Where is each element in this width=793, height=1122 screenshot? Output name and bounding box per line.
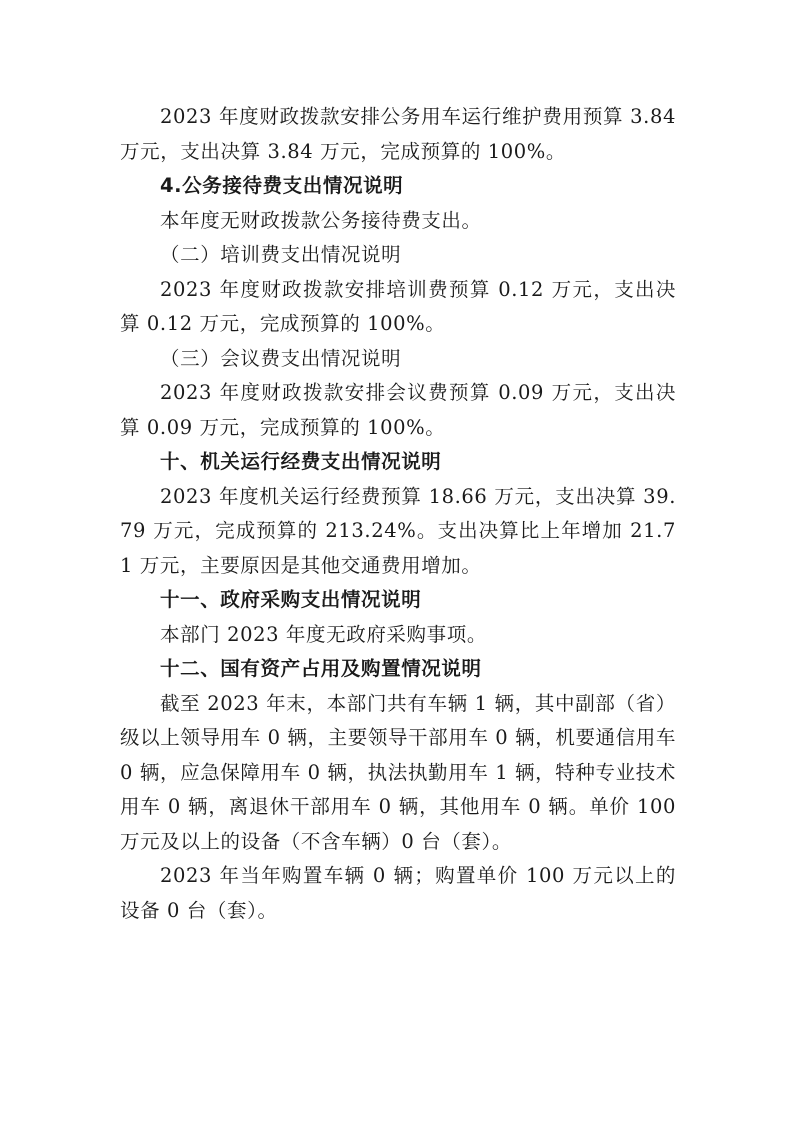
document-page [120,100,676,928]
paragraph-vehicles-held: 截至 2023 年末，本部门共有车辆 1 辆，其中副部（省）级以上领导用车 0 辆，主要领导干部用车 0 辆，机要通信用车 0 辆，应急保障用车 0 辆，执法执勤用车 1 辆，特种专业技术用车 0 辆，离退休干部用车 0 辆，其他用车 0 辆。单价 100 万元及以上的设备（不含车辆）0 台（套）。 [120,691,676,853]
heading-meeting-expense: （三）会议费支出情况说明 [160,346,402,370]
paragraph-operating-expense: 2023 年度机关运行经费预算 18.66 万元，支出决算 39.79 万元，完成预算的 213.24%。支出决算比上年增加 21.71 万元，主要原因是其他交通费用增加。 [120,484,676,577]
paragraph-meeting-expense: 2023 年度财政拨款安排会议费预算 0.09 万元，支出决算 0.09 万元，完成预算的 100%。 [120,381,676,439]
paragraph-reception-expense: 本年度无财政拨款公务接待费支出。 [160,208,482,232]
paragraph-procurement: 本部门 2023 年度无政府采购事项。 [160,622,487,646]
heading-procurement: 十一、政府采购支出情况说明 [160,588,422,611]
paragraph-training-expense: 2023 年度财政拨款安排培训费预算 0.12 万元，支出决算 0.12 万元，完成预算的 100%。 [120,277,676,335]
heading-training-expense: （二）培训费支出情况说明 [160,243,402,266]
paragraph-vehicle-maintenance: 2023 年度财政拨款安排公务用车运行维护费用预算 3.84 万元，支出决算 3.84 万元，完成预算的 100%。 [120,105,676,163]
heading-reception-expense: 4.公务接待费支出情况说明 [160,174,404,197]
paragraph-vehicles-purchased: 2023 年当年购置车辆 0 辆；购置单价 100 万元以上的设备 0 台（套）。 [120,864,676,922]
heading-operating-expense: 十、机关运行经费支出情况说明 [160,450,442,473]
heading-state-assets: 十二、国有资产占用及购置情况说明 [160,657,482,680]
